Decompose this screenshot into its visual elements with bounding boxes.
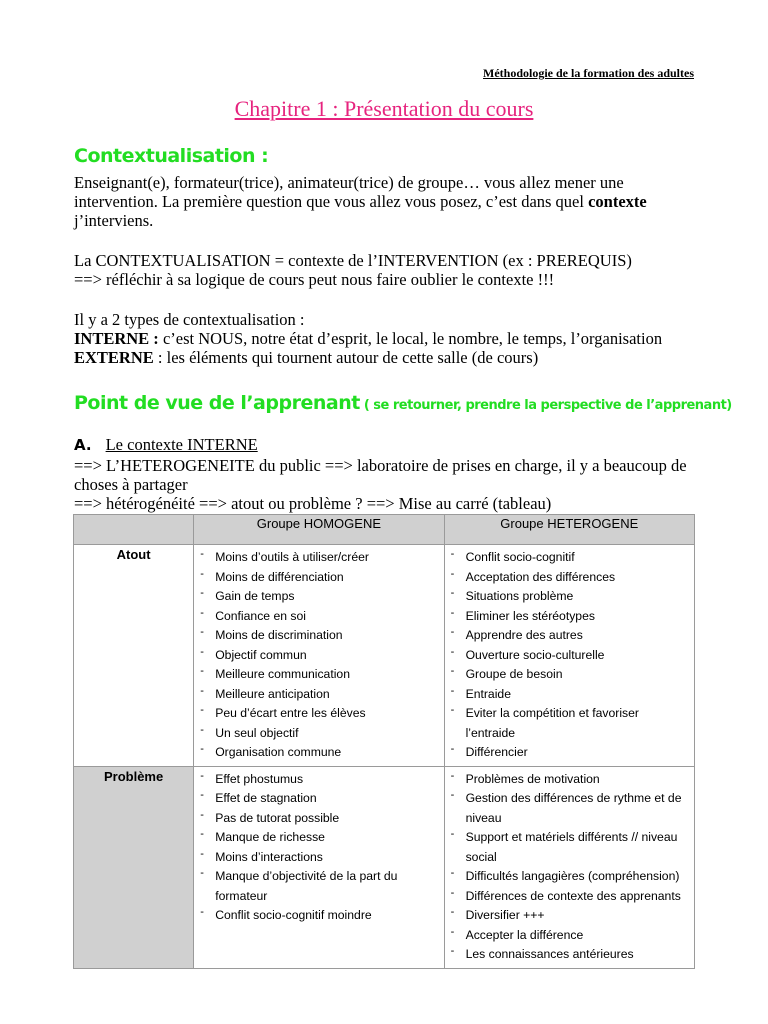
paragraph-intro-text-a: Enseignant(e), formateur(trice), animateur(trice) de groupe… vous allez mener une intervention. La première question que vous allez vous posez, c’est dans quel (74, 173, 624, 211)
interne-label: INTERNE : (74, 329, 159, 348)
point-de-vue-note: ( se retourner, prendre la perspective de l’apprenant) (359, 398, 732, 413)
list-item: - Meilleure anticipation (199, 685, 438, 705)
table-header-empty (74, 515, 194, 545)
list-item: - Support et matériels différents // niveau social (450, 828, 689, 867)
list-item: - Moins d’outils à utiliser/créer (199, 548, 438, 568)
list-item: - Peu d’écart entre les élèves (199, 704, 438, 724)
list-item: - Eliminer les stéréotypes (450, 607, 689, 627)
list-item: - Organisation commune (199, 743, 438, 763)
list-item: - Acceptation des différences (450, 568, 689, 588)
list-item: - Eviter la compétition et favoriser l’entraide (450, 704, 689, 743)
paragraph-intro-bold: contexte (588, 192, 647, 211)
list-atout-heterogene (446, 546, 693, 765)
cell-probleme-heterogene (444, 766, 694, 968)
point-de-vue-title: Point de vue de l’apprenant (74, 392, 360, 414)
subsection-letter: A. (74, 436, 92, 454)
list-item: - Pas de tutorat possible (199, 809, 438, 829)
list-item: - Conflit socio-cognitif moindre (199, 906, 438, 926)
table-row-atout (74, 545, 695, 767)
list-probleme-heterogene (446, 768, 693, 967)
comparison-table (73, 514, 695, 969)
section-heading-point-de-vue (74, 392, 732, 414)
list-item: - Les connaissances antérieures (450, 945, 689, 965)
list-item: - Moins de différenciation (199, 568, 438, 588)
list-item: - Ouverture socio-culturelle (450, 646, 689, 666)
interne-text: c’est NOUS, notre état d’esprit, le local, le nombre, le temps, l’organisation (158, 329, 663, 348)
list-item: - Groupe de besoin (450, 665, 689, 685)
table-row-probleme (74, 766, 695, 968)
types-externe (74, 348, 704, 367)
list-item: - Gestion des différences de rythme et de niveau (450, 789, 689, 828)
list-item: - Problèmes de motivation (450, 770, 689, 790)
types-interne (74, 329, 704, 348)
list-atout-homogene (195, 546, 442, 765)
course-header: Méthodologie de la formation des adultes (483, 66, 694, 80)
list-item: - Effet phostumus (199, 770, 438, 790)
subsection-title: Le contexte INTERNE (105, 435, 258, 454)
row-label-atout: Atout (74, 545, 194, 767)
list-item: - Conflit socio-cognitif (450, 548, 689, 568)
externe-label: EXTERNE (74, 348, 154, 367)
list-item: - Entraide (450, 685, 689, 705)
heterogeneite-line-1: ==> L’HETEROGENEITE du public ==> laboratoire de prises en charge, il y a beaucoup de choses à partager (74, 456, 687, 494)
list-item: - Manque d’objectivité de la part du formateur (199, 867, 438, 906)
subsection-heading-interne (74, 435, 258, 455)
externe-text: : les éléments qui tournent autour de cette salle (de cours) (153, 348, 539, 367)
list-item: - Situations problème (450, 587, 689, 607)
list-item: - Effet de stagnation (199, 789, 438, 809)
list-item: - Apprendre des autres (450, 626, 689, 646)
list-item: - Moins de discrimination (199, 626, 438, 646)
heterogeneite-line-2: ==> hétérogénéité ==> atout ou problème ? ==> Mise au carré (tableau) (74, 494, 552, 513)
paragraph-heterogeneite (74, 456, 704, 513)
list-item: - Différences de contexte des apprenants (450, 887, 689, 907)
paragraph-intro-text-b: j’interviens. (74, 211, 154, 230)
paragraph-intro (74, 173, 704, 230)
list-item: - Meilleure communication (199, 665, 438, 685)
table-header-heterogene: Groupe HETEROGENE (444, 515, 694, 545)
definition-line-2: ==> réfléchir à sa logique de cours peut nous faire oublier le contexte !!! (74, 270, 555, 289)
row-label-probleme: Problème (74, 766, 194, 968)
cell-atout-heterogene (444, 545, 694, 767)
list-item: - Différencier (450, 743, 689, 763)
list-probleme-homogene (195, 768, 442, 928)
list-item: - Diversifier +++ (450, 906, 689, 926)
list-item: - Accepter la différence (450, 926, 689, 946)
paragraph-definition (74, 251, 704, 289)
list-item: - Confiance en soi (199, 607, 438, 627)
table-header-row (74, 515, 695, 545)
paragraph-types (74, 310, 704, 367)
types-intro: Il y a 2 types de contextualisation : (74, 310, 305, 329)
list-item: - Moins d’interactions (199, 848, 438, 868)
cell-probleme-homogene (194, 766, 444, 968)
chapter-title: Chapitre 1 : Présentation du cours (234, 96, 534, 121)
definition-line-1: La CONTEXTUALISATION = contexte de l’INTERVENTION (ex : PREREQUIS) (74, 251, 632, 270)
table-header-homogene: Groupe HOMOGENE (194, 515, 444, 545)
list-item: - Manque de richesse (199, 828, 438, 848)
list-item: - Gain de temps (199, 587, 438, 607)
list-item: - Difficultés langagières (compréhension) (450, 867, 689, 887)
list-item: - Un seul objectif (199, 724, 438, 744)
list-item: - Objectif commun (199, 646, 438, 666)
cell-atout-homogene (194, 545, 444, 767)
section-heading-contextualisation: Contextualisation : (74, 145, 269, 167)
